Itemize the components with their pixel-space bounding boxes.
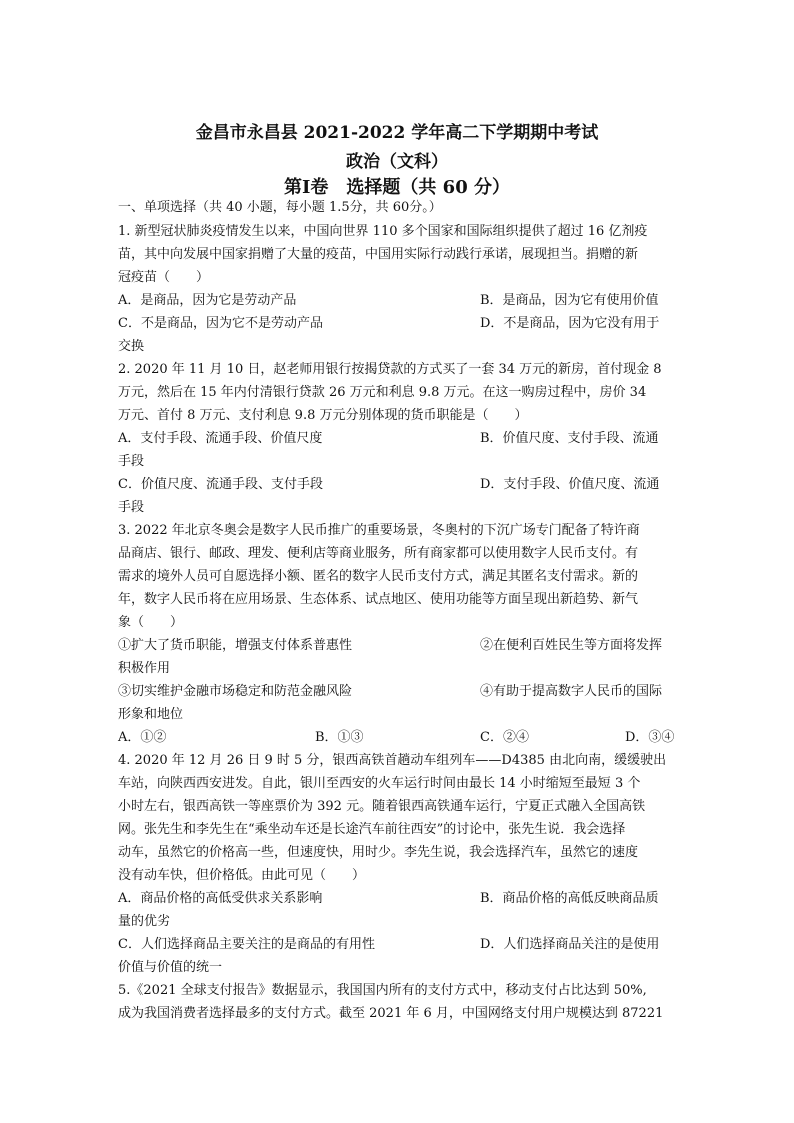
q3-statement-3: ③切实维护金融市场稳定和防范金融风险 bbox=[118, 684, 353, 699]
q4-option-b-cont: 量的优劣 bbox=[118, 914, 171, 929]
q4-stem-line: 车站，向陕西西安进发。自此，银川至西安的火车运行时间由最长 14 小时缩短至最短 3 个 bbox=[118, 776, 641, 791]
q2-stem-line: 万元，然后在 15 年内付清银行贷款 26 万元和利息 9.8 万元。在这一购房过程中，房价 34 bbox=[118, 385, 647, 400]
q1-stem-line: 苗，其中向发展中国家捐赠了大量的疫苗，中国用实际行动践行承诺，展现担当。捐赠的新 bbox=[118, 247, 639, 262]
q3-statement-2-cont: 积极作用 bbox=[118, 661, 171, 676]
q4-option-d: D．人们选择商品关注的是使用 bbox=[480, 937, 660, 952]
q4-stem-line: 动车，虽然它的价格高一些，但速度快，用时少。李先生说，我会选择汽车，虽然它的速度 bbox=[118, 845, 639, 860]
q2-option-c: C．价值尺度、流通手段、支付手段 bbox=[118, 477, 323, 492]
q1-option-c: C．不是商品，因为它不是劳动产品 bbox=[118, 316, 323, 331]
q3-statement-4: ④有助于提高数字人民币的国际 bbox=[480, 684, 663, 699]
q2-option-d-cont: 手段 bbox=[118, 500, 145, 515]
q3-option-d: D．③④ bbox=[625, 730, 675, 745]
q2-option-a: A．支付手段、流通手段、价值尺度 bbox=[118, 431, 323, 446]
q2-stem-line: 万元、首付 8 万元、支付利息 9.8 万元分别体现的货币职能是（ ） bbox=[118, 408, 528, 423]
q2-option-d: D．支付手段、价值尺度、流通 bbox=[480, 477, 660, 492]
q4-option-d-cont: 价值与价值的统一 bbox=[118, 960, 223, 975]
q4-option-b: B．商品价格的高低反映商品质 bbox=[480, 891, 659, 906]
q1-stem-line: 1. 新型冠状肺炎疫情发生以来，中国向世界 110 多个国家和国际组织提供了超过 16 亿剂疫 bbox=[118, 224, 648, 239]
q4-stem-line: 4. 2020 年 12 月 26 日 9 时 5 分，银西高铁首趟动车组列车——D4385 由北向南，缓缓驶出 bbox=[118, 753, 667, 768]
q3-statement-4-cont: 形象和地位 bbox=[118, 707, 184, 722]
instructions: 一、单项选择（共 40 小题，每小题 1.5分，共 60分。） bbox=[118, 200, 442, 215]
q3-stem-line: 需求的境外人员可自愿选择小额、匿名的数字人民币支付方式，满足其匿名支付需求。新的 bbox=[118, 569, 639, 584]
q3-statement-2: ②在便利百姓民生等方面将发挥 bbox=[480, 638, 663, 653]
q2-stem-line: 2. 2020 年 11 月 10 日，赵老师用银行按揭贷款的方式买了一套 34 万元的新房，首付现金 8 bbox=[118, 362, 662, 377]
q4-option-a: A．商品价格的高低受供求关系影响 bbox=[118, 891, 323, 906]
section-heading: 第Ⅰ卷 选择题（共 60 分） bbox=[283, 177, 510, 198]
q4-stem-line: 小时左右，银西高铁一等座票价为 392 元。随着银西高铁通车运行，宁夏正式融入全国高铁 bbox=[118, 799, 646, 814]
q1-option-d-cont: 交换 bbox=[118, 339, 145, 354]
q1-option-d: D．不是商品，因为它没有用于 bbox=[480, 316, 660, 331]
q5-stem-line: 5.《2021 全球支付报告》数据显示，我国国内所有的支付方式中，移动支付占比达到 50%, bbox=[118, 983, 647, 998]
exam-subject: 政治（文科） bbox=[346, 152, 448, 172]
q4-stem-line: 网。张先生和李先生在“乘坐动车还是长途汽车前往西安”的讨论中，张先生说．我会选择 bbox=[118, 822, 626, 837]
q3-stem-line: 3. 2022 年北京冬奥会是数字人民币推广的重要场景，冬奥村的下沉广场专门配备了特许商 bbox=[118, 523, 640, 538]
q2-option-b: B．价值尺度、支付手段、流通 bbox=[480, 431, 659, 446]
exam-title: 金昌市永昌县 2021-2022 学年高二下学期期中考试 bbox=[195, 123, 599, 143]
q4-stem-line: 没有动车快，但价格低。由此可见（ ） bbox=[118, 868, 366, 883]
q3-stem-line: 年，数字人民币将在应用场景、生态体系、试点地区、使用功能等方面呈现出新趋势、新气 bbox=[118, 592, 639, 607]
q5-stem-line: 成为我国消费者选择最多的支付方式。截至 2021 年 6 月，中国网络支付用户规模达到 87221 bbox=[118, 1006, 664, 1021]
q3-option-a: A．①② bbox=[118, 730, 167, 745]
q1-option-b: B．是商品，因为它有使用价值 bbox=[480, 293, 659, 308]
q2-option-b-cont: 手段 bbox=[118, 454, 145, 469]
q3-option-b: B．①③ bbox=[315, 730, 364, 745]
q1-stem-line: 冠疫苗（ ） bbox=[118, 270, 210, 285]
q4-option-c: C．人们选择商品主要关注的是商品的有用性 bbox=[118, 937, 375, 952]
q3-statement-1: ①扩大了货币职能，增强支付体系普惠性 bbox=[118, 638, 353, 653]
q3-option-c: C．②④ bbox=[480, 730, 529, 745]
q3-stem-line: 象（ ） bbox=[118, 615, 184, 630]
q1-option-a: A．是商品，因为它是劳动产品 bbox=[118, 293, 297, 308]
q3-stem-line: 品商店、银行、邮政、理发、便利店等商业服务，所有商家都可以使用数字人民币支付。有 bbox=[118, 546, 639, 561]
